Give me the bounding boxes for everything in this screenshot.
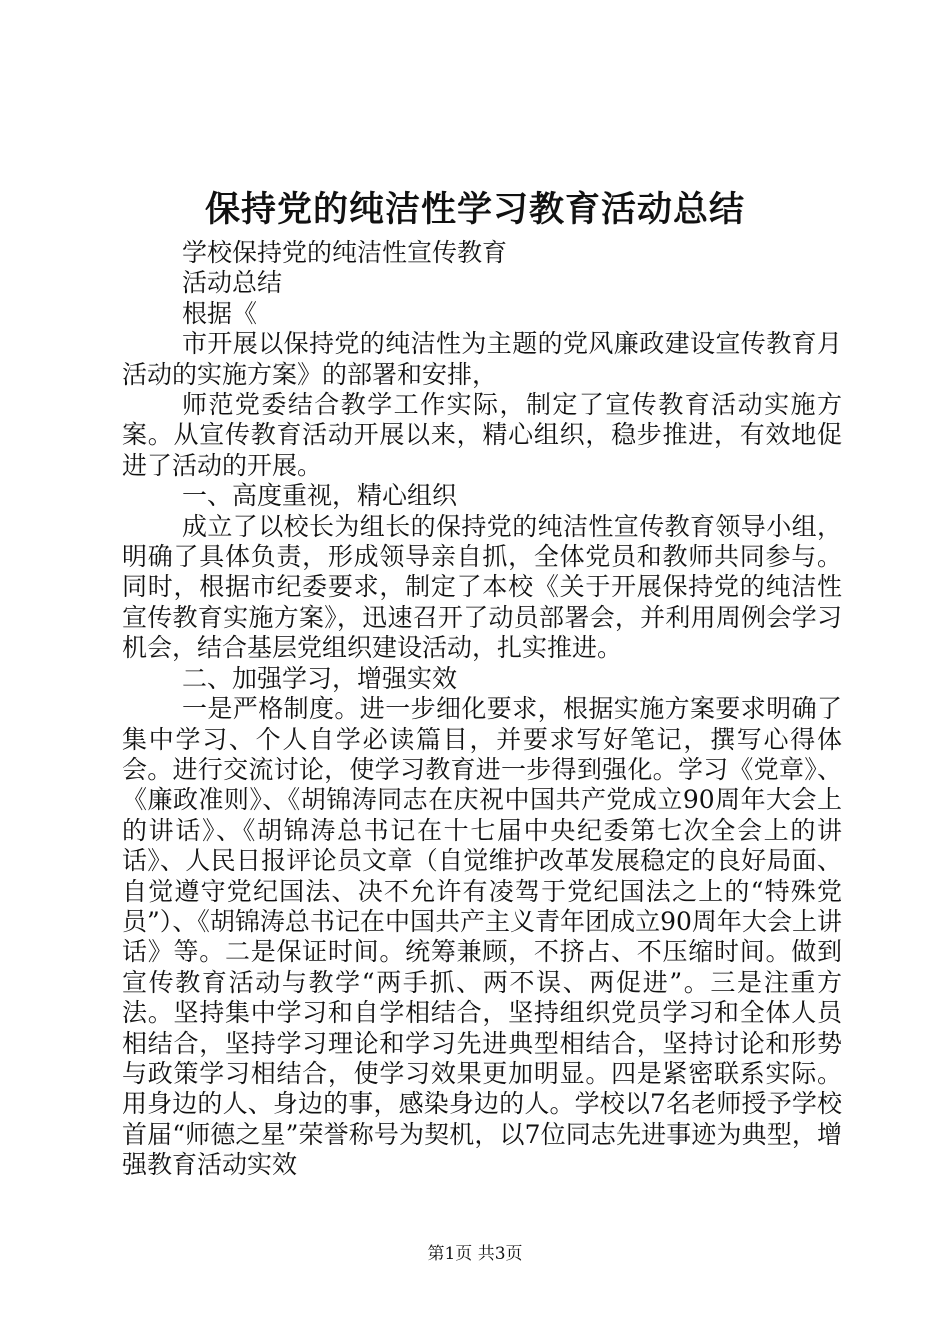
paragraph: 根据《 xyxy=(182,298,258,328)
paragraph: 一是严格制度。进一步细化要求，根据实施方案要求明确了集中学习、个人自学必读篇目，并要求写好笔记，撰写心得体会。进行交流讨论，使学习教育进一步得到强化。学习《党章》、《廉政准则》、《胡锦涛同志在庆祝中国共产党成立90周年大会上的讲话》、《胡锦涛总书记在十七届中央纪委第七次全会上的讲话》、人民日报评论员文章（自觉维护改革发展稳定的良好局面、自觉遵守党纪国法、决不允许有凌驾于党纪国法之上的“特殊党员”）、《胡锦涛总书记在中国共产主义青年团成立90周年大会上讲话》等。二是保证时间。统筹兼顾，不挤占、不压缩时间。做到宣传教育活动与教学“两手抓、两不误、两促进”。三是注重方法。坚持集中学习和自学相结合，坚持组织党员学习和全体人员相结合，坚持学习理论和学习先进典型相结合，坚持讨论和形势与政策学习相结合，使学习效果更加明显。四是紧密联系实际。用身边的人、身边的事，感染身边的人。学校以7名老师授予学校首届“师德之星”荣誉称号为契机，以7位同志先进事迹为典型，增强教育活动实效 xyxy=(122,694,842,1180)
page-number: 第1页 共3页 xyxy=(427,1244,523,1264)
paragraph: 学校保持党的纯洁性宣传教育 xyxy=(182,238,508,267)
paragraph: 活动总结 xyxy=(182,268,283,298)
section-heading: 二、加强学习，增强实效 xyxy=(182,663,458,693)
paragraph: 市开展以保持党的纯洁性为主题的党风廉政建设宣传教育月活动的实施方案》的部署和安排， xyxy=(122,329,842,389)
paragraph: 成立了以校长为组长的保持党的纯洁性宣传教育领导小组，明确了具体负责，形成领导亲自抓，全体党员和教师共同参与。同时，根据市纪委要求，制定了本校《关于开展保持党的纯洁性宣传教育实施方案》，迅速召开了动员部署会，并利用周例会学习机会，结合基层党组织建设活动，扎实推进。 xyxy=(122,511,842,663)
document-title: 保持党的纯洁性学习教育活动总结 xyxy=(204,189,745,230)
section-heading: 一、高度重视，精心组织 xyxy=(182,481,458,511)
document-body xyxy=(122,238,842,1181)
paragraph: 师范党委结合教学工作实际，制定了宣传教育活动实施方案。从宣传教育活动开展以来，精心组织，稳步推进，有效地促进了活动的开展。 xyxy=(122,390,842,480)
